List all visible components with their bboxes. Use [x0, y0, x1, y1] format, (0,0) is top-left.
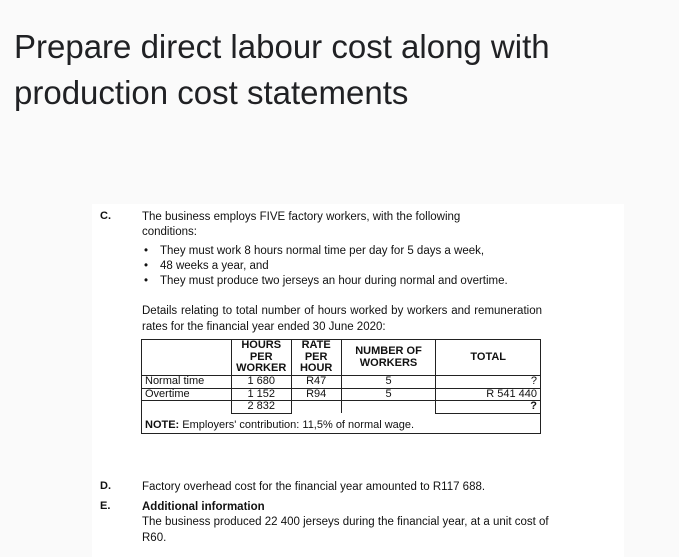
note-text: Employers' contribution: 11,5% of normal wage. — [179, 418, 415, 431]
table-note-row — [142, 413, 541, 434]
header-hours-line: HOURS — [241, 339, 282, 352]
table-row-normal-time — [142, 376, 541, 389]
table-row-overtime — [142, 388, 541, 401]
table-note — [142, 413, 541, 434]
row-label: Overtime — [142, 388, 232, 401]
section-d-text: Factory overhead cost for the financial year amounted to R117 688. — [142, 481, 486, 493]
row-hours: 1 680 — [231, 376, 291, 389]
conditions-list — [142, 244, 542, 289]
note-label: NOTE: — [145, 418, 180, 431]
condition-item: • 48 weeks a year, and — [142, 259, 542, 274]
row-label: Normal time — [142, 376, 232, 389]
section-e-marker: E. — [100, 500, 111, 512]
header-number-of-workers — [341, 340, 436, 376]
header-worker-line: WORKER — [236, 362, 287, 375]
header-hour-line: HOUR — [299, 362, 333, 375]
row-total: R 541 440 — [436, 388, 541, 401]
document-image — [92, 204, 624, 557]
row-workers: 5 — [341, 376, 436, 389]
header-total: TOTAL — [436, 340, 541, 376]
header-rate-line: RATE — [301, 339, 331, 352]
section-c-intro-line2: conditions: — [142, 226, 197, 238]
table-header-blank — [142, 340, 232, 376]
condition-item: • They must work 8 hours normal time per day for 5 days a week, — [142, 244, 542, 259]
row-workers: 5 — [341, 388, 436, 401]
row-rate: R94 — [291, 388, 341, 401]
totals-total: ? — [436, 401, 541, 414]
totals-blank — [142, 401, 232, 414]
table-row-totals — [142, 401, 541, 414]
section-d-marker: D. — [100, 480, 111, 492]
condition-item: • They must produce two jerseys an hour during normal and overtime. — [142, 274, 542, 289]
section-e-heading: Additional information — [142, 501, 265, 513]
totals-hours: 2 832 — [231, 401, 291, 414]
totals-blank — [291, 401, 341, 414]
header-rate-per-hour — [291, 340, 341, 376]
page-title-text: Prepare direct labour cost along with production cost statements — [14, 28, 550, 111]
header-per-line: PER — [249, 350, 273, 363]
row-total: ? — [436, 376, 541, 389]
header-per-line: PER — [304, 350, 328, 363]
labour-table — [141, 339, 541, 434]
row-rate: R47 — [291, 376, 341, 389]
totals-blank — [341, 401, 436, 414]
section-c-marker: C. — [100, 210, 111, 222]
row-hours: 1 152 — [231, 388, 291, 401]
section-c-intro-line1: The business employs FIVE factory workers, with the following — [142, 211, 461, 223]
header-workers-line: WORKERS — [359, 356, 418, 369]
section-c-details: Details relating to total number of hours worked by workers and remuneration rates for the financial year ended 30 June 2020: — [142, 305, 542, 333]
header-hours-per-worker — [231, 340, 291, 376]
header-number-of-line: NUMBER OF — [355, 345, 422, 357]
page-title — [14, 24, 654, 116]
section-e-text: The business produced 22 400 jerseys during the financial year, at a unit cost of R60. — [142, 516, 549, 544]
